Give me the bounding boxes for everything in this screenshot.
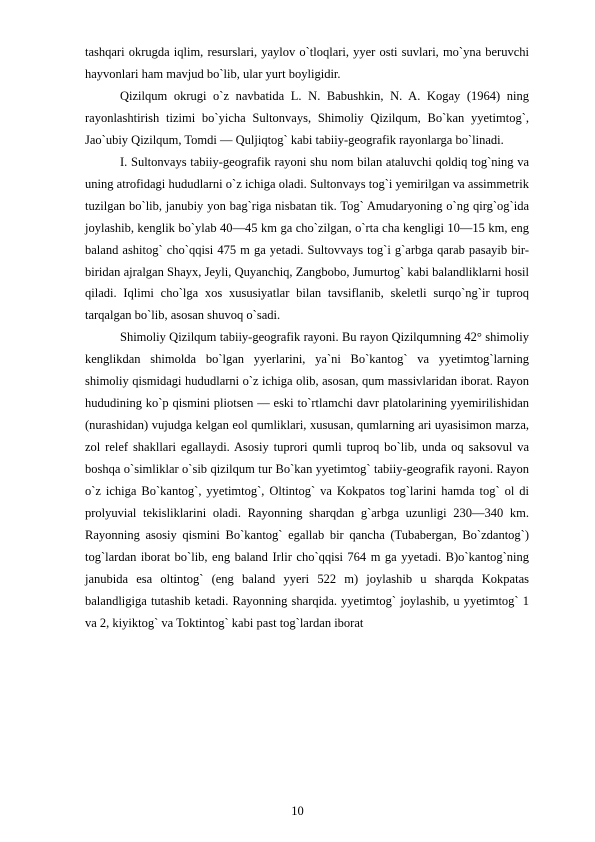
paragraph-3: I. Sultonvays tabiiy-geografik rayoni shu nom bilan ataluvchi qoldiq tog`ning va uning atrofidagi hududlarni o`z ichiga oladi. Sultonvays tog`i yemirilgan va assimmetrik tuzilgan bo`lib, janubiy yon bag`riga nisbatan tik. Tog` Amudaryoning o`ng qirg`og`ida joylashib, kenglik bo`ylab 40—45 km ga cho`zilgan, o`rta cha kengligi 10—15 km, eng baland ashitog` cho`qqisi 475 m ga yetadi. Sultovvays tog`i g`arbga qarab pasayib bir-biridan ajralgan Shayx, Jeyli, Quyanchiq, Zangbobo, Jumurtog` kabi balandliklarni hosil qiladi. Iqlimi cho`lga xos xususiyatlar bilan tavsiflanib, skeletli surqo`ng`ir tuproq tarqalgan bo`lib, asosan shuvoq o`sadi.: [85, 154, 529, 323]
page-number: 10: [291, 804, 304, 818]
body-text: [85, 42, 529, 635]
paragraph-1: tashqari okrugda iqlim, resurslari, yaylov o`tloqlari, yyer osti suvlari, mo`yna beruvchi hayvonlari ham mavjud bo`lib, ular yurt boyligidir.: [85, 45, 529, 81]
paragraph-4: Shimoliy Qizilqum tabiiy-geografik rayoni. Bu rayon Qizilqumning 42° shimoliy kenglikdan shimolda bo`lgan yyerlarini, ya`ni Bo`kantog` va yyetimtog`larning shimoliy qismidagi hududlarni o`z ichiga olib, asosan, qum massivlaridan iborat. Rayon hududining ko`p qismini pliotsen — eski to`rtlamchi davr platolarining yyemirilishidan (nurashidan) vujudga kelgan eol qumliklari, xususan, qumlarning ari uyasisimon marza, zol relef shakllari egallaydi. Asosiy tuprori qumli tuproq bo`lib, unda oq saksovul va boshqa o`simliklar o`sib qizilqum tur Bo`kan yyetimtog` tabiiy-geografik rayoni. Rayon o`z ichiga Bo`kantog`, yyetimtog`, Oltintog` va Kokpatos tog`larini hamda tog` ol di prolyuvial tekisliklarini oladi. Rayonning sharqdan g`arbga uzunligi 230—340 km. Rayonning asosiy qismini Bo`kantog` egallab bir qancha (Tubabergan, Bo`zdantog`) tog`lardan iborat bo`lib, eng baland Irlir cho`qqisi 764 m ga yyetadi. B)o`kantog`ning janubida esa oltintog` (eng baland yyeri 522 m) joylashib u sharqda Kokpatas balandligiga tutashib ketadi. Rayonning sharqida. yyetimtog` joylashib, u yyetimtog` 1 va 2, kiyiktog` va Toktintog` kabi past tog`lardan iborat: [85, 330, 529, 630]
paragraph-2: Qizilqum okrugi o`z navbatida L. N. Babushkin, N. A. Kogay (1964) ning rayonlashtirish tizimi bo`yicha Sultonvays, Shimoliy Qizilqum, Bo`kan yyetimtog`, Jao`ubiy Qizilqum, Tomdi — Quljiqtog` kabi tabiiy-geografik rayonlarga bo`linadi.: [85, 88, 529, 147]
